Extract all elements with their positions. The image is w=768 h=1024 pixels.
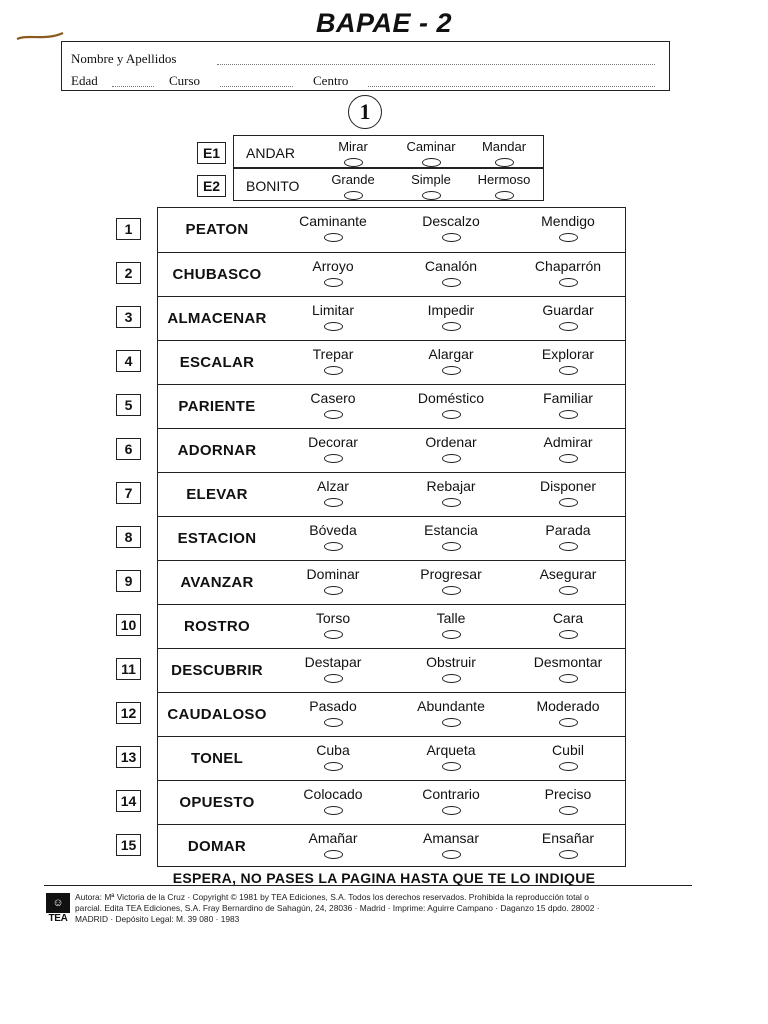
answer-oval[interactable] [324, 762, 343, 771]
pen-mark [15, 31, 65, 43]
item-number: 12 [116, 702, 141, 724]
answer-oval[interactable] [442, 498, 461, 507]
answer-oval[interactable] [442, 454, 461, 463]
item-word: CAUDALOSO [167, 706, 267, 723]
student-info-box [61, 41, 670, 91]
answer-option[interactable] [396, 258, 506, 287]
answer-oval[interactable] [559, 366, 578, 375]
table-row [158, 824, 625, 869]
answer-option[interactable] [513, 346, 623, 375]
answer-oval[interactable] [324, 586, 343, 595]
answer-oval[interactable] [442, 674, 461, 683]
answer-option-label: Moderado [536, 698, 600, 714]
answer-option[interactable] [396, 698, 506, 727]
answer-oval[interactable] [559, 630, 578, 639]
table-row [158, 252, 625, 297]
item-word: AVANZAR [180, 574, 254, 591]
answer-oval[interactable] [344, 191, 363, 200]
answer-oval[interactable] [442, 806, 461, 815]
answer-oval[interactable] [442, 233, 461, 242]
answer-option[interactable] [278, 830, 388, 859]
answer-option[interactable] [278, 434, 388, 463]
answer-option-label: Preciso [544, 786, 592, 802]
page-number: 1 [348, 95, 382, 129]
table-row [158, 472, 625, 517]
answer-oval[interactable] [422, 158, 441, 167]
answer-option-label: Bóveda [309, 522, 357, 538]
answer-oval[interactable] [324, 322, 343, 331]
answer-option[interactable] [278, 610, 388, 639]
answer-option[interactable] [396, 830, 506, 859]
answer-option[interactable] [513, 390, 623, 419]
items-table [157, 207, 626, 867]
answer-oval[interactable] [442, 630, 461, 639]
answer-oval[interactable] [442, 718, 461, 727]
table-row [158, 780, 625, 825]
item-word: ROSTRO [184, 618, 250, 635]
name-label: Nombre y Apellidos [71, 51, 177, 66]
answer-oval[interactable] [559, 806, 578, 815]
answer-oval[interactable] [559, 233, 578, 242]
item-word: ESCALAR [179, 354, 255, 371]
example-option[interactable]: Mandar [459, 139, 549, 167]
example-word: BONITO [246, 178, 300, 194]
answer-oval[interactable] [559, 498, 578, 507]
answer-oval[interactable] [324, 454, 343, 463]
answer-oval[interactable] [324, 630, 343, 639]
answer-option[interactable] [396, 434, 506, 463]
answer-option[interactable] [396, 742, 506, 771]
answer-oval[interactable] [324, 233, 343, 242]
answer-option[interactable] [513, 302, 623, 331]
answer-option[interactable] [513, 830, 623, 859]
warning-text: ESPERA, NO PASES LA PAGINA HASTA QUE TE LO INDIQUE [172, 870, 596, 886]
item-word: ESTACION [177, 530, 257, 547]
answer-option[interactable] [513, 434, 623, 463]
item-number: 5 [116, 394, 141, 416]
answer-option-label: Arroyo [312, 258, 354, 274]
item-word: OPUESTO [179, 794, 255, 811]
item-word: CHUBASCO [172, 266, 262, 283]
table-row [158, 560, 625, 605]
answer-option-label: Alzar [317, 478, 349, 494]
answer-option[interactable] [278, 742, 388, 771]
answer-option[interactable] [396, 302, 506, 331]
name-field[interactable] [217, 64, 655, 65]
answer-option-label: Amansar [422, 830, 480, 846]
answer-option-label: Abundante [417, 698, 485, 714]
table-row [158, 296, 625, 341]
answer-option[interactable] [513, 258, 623, 287]
answer-oval[interactable] [559, 278, 578, 287]
answer-option-label: Familiar [543, 390, 593, 406]
table-row [158, 208, 625, 252]
answer-option[interactable] [513, 522, 623, 551]
answer-oval[interactable] [559, 454, 578, 463]
example-option[interactable]: Mirar [308, 139, 398, 167]
answer-option[interactable] [278, 654, 388, 683]
answer-oval[interactable] [324, 498, 343, 507]
answer-option[interactable] [278, 786, 388, 815]
tea-logo-icon: ☺ [46, 893, 70, 913]
answer-option[interactable] [513, 742, 623, 771]
example-option[interactable]: Caminar [386, 139, 476, 167]
answer-oval[interactable] [442, 322, 461, 331]
answer-oval[interactable] [442, 410, 461, 419]
answer-oval[interactable] [324, 674, 343, 683]
example-option[interactable]: Grande [308, 172, 398, 200]
answer-oval[interactable] [559, 542, 578, 551]
copyright-credits: Autora: Mª Victoria de la Cruz · Copyright © 1981 by TEA Ediciones, S.A. Todos los derechos reservados. Prohibida la reproducción total o parcial. Edita TEA Ediciones, S.A. Fray Bernardino de Sahagún, 24, 28036 · Madrid · Imprime: Aguirre Campano · Daganzo 15 dpdo. 28002 · MADRID · Depósito Legal: M. 39 080 · 1983 [75, 892, 600, 924]
answer-option-label: Rebajar [426, 478, 476, 494]
answer-option-label: Doméstico [417, 390, 485, 406]
answer-option-label: Dominar [306, 566, 360, 582]
answer-option-label: Progresar [420, 566, 482, 582]
answer-option-label: Descalzo [422, 213, 480, 229]
item-word: PEATON [185, 221, 249, 238]
table-row [158, 340, 625, 385]
answer-oval[interactable] [559, 322, 578, 331]
answer-oval[interactable] [324, 850, 343, 859]
answer-option[interactable] [396, 654, 506, 683]
answer-oval[interactable] [442, 850, 461, 859]
answer-oval[interactable] [559, 410, 578, 419]
item-number: 6 [116, 438, 141, 460]
item-number: 1 [116, 218, 141, 240]
age-field[interactable] [112, 86, 154, 87]
answer-option-label: Asegurar [539, 566, 597, 582]
answer-oval[interactable] [324, 718, 343, 727]
answer-option[interactable] [396, 346, 506, 375]
answer-oval[interactable] [344, 158, 363, 167]
example-row [233, 135, 544, 168]
answer-option[interactable] [513, 478, 623, 507]
item-word: ALMACENAR [167, 310, 267, 327]
answer-option[interactable] [513, 786, 623, 815]
answer-option-label: Destapar [304, 654, 362, 670]
item-word: TONEL [190, 750, 244, 767]
example-tag: E2 [197, 175, 226, 197]
answer-option[interactable] [396, 478, 506, 507]
course-field[interactable] [220, 86, 293, 87]
answer-option[interactable] [278, 346, 388, 375]
item-number: 10 [116, 614, 141, 636]
answer-option[interactable] [513, 566, 623, 595]
answer-option-label: Contrario [422, 786, 480, 802]
answer-option-label: Canalón [424, 258, 478, 274]
item-word: PARIENTE [178, 398, 256, 415]
center-label: Centro [313, 73, 349, 88]
answer-option-label: Cara [552, 610, 584, 626]
item-number: 7 [116, 482, 141, 504]
answer-oval[interactable] [559, 850, 578, 859]
answer-oval[interactable] [324, 278, 343, 287]
answer-option-label: Alargar [428, 346, 474, 362]
answer-option[interactable] [278, 213, 388, 242]
item-number: 3 [116, 306, 141, 328]
item-number: 13 [116, 746, 141, 768]
answer-option[interactable] [396, 522, 506, 551]
item-number: 4 [116, 350, 141, 372]
item-word: DOMAR [187, 838, 247, 855]
answer-oval[interactable] [559, 586, 578, 595]
answer-option[interactable] [513, 213, 623, 242]
page-title: BAPAE - 2 [315, 8, 453, 38]
example-option[interactable]: Hermoso [459, 172, 549, 200]
answer-option-label: Chaparrón [534, 258, 602, 274]
item-number: 2 [116, 262, 141, 284]
answer-option[interactable] [278, 302, 388, 331]
answer-option-label: Arqueta [426, 742, 476, 758]
answer-oval[interactable] [495, 191, 514, 200]
answer-option-label: Ordenar [425, 434, 477, 450]
example-option[interactable]: Simple [386, 172, 476, 200]
table-row [158, 428, 625, 473]
answer-option-label: Pasado [309, 698, 357, 714]
answer-option[interactable] [396, 566, 506, 595]
answer-option-label: Trepar [312, 346, 354, 362]
answer-option[interactable] [278, 566, 388, 595]
answer-option-label: Caminante [299, 213, 367, 229]
answer-option[interactable] [513, 610, 623, 639]
answer-oval[interactable] [559, 718, 578, 727]
answer-option[interactable] [278, 522, 388, 551]
item-word: ELEVAR [186, 486, 248, 503]
answer-oval[interactable] [324, 806, 343, 815]
course-label: Curso [169, 73, 201, 88]
item-number: 11 [116, 658, 141, 680]
answer-option[interactable] [396, 786, 506, 815]
example-tag: E1 [197, 142, 226, 164]
answer-option[interactable] [278, 698, 388, 727]
answer-option-label: Cubil [552, 742, 584, 758]
answer-option-label: Admirar [543, 434, 593, 450]
example-row [233, 168, 544, 201]
answer-option-label: Parada [545, 522, 591, 538]
item-number: 15 [116, 834, 141, 856]
tea-logo [46, 893, 70, 926]
answer-option-label: Disponer [539, 478, 597, 494]
item-number: 9 [116, 570, 141, 592]
answer-option[interactable] [396, 610, 506, 639]
item-word: DESCUBRIR [171, 662, 263, 679]
table-row [158, 604, 625, 649]
answer-option-label: Mendigo [541, 213, 595, 229]
answer-oval[interactable] [422, 191, 441, 200]
item-number: 14 [116, 790, 141, 812]
table-row [158, 692, 625, 737]
center-field[interactable] [368, 86, 655, 87]
answer-option[interactable] [278, 478, 388, 507]
item-number: 8 [116, 526, 141, 548]
answer-oval[interactable] [442, 762, 461, 771]
answer-option-label: Colocado [303, 786, 363, 802]
table-row [158, 736, 625, 781]
answer-option[interactable] [278, 390, 388, 419]
answer-option[interactable] [396, 213, 506, 242]
answer-option-label: Limitar [311, 302, 354, 318]
answer-oval[interactable] [442, 278, 461, 287]
item-word: ADORNAR [177, 442, 257, 459]
answer-oval[interactable] [324, 366, 343, 375]
age-label: Edad [71, 73, 98, 88]
answer-oval[interactable] [559, 762, 578, 771]
answer-option-label: Casero [310, 390, 356, 406]
answer-option[interactable] [396, 390, 506, 419]
answer-oval[interactable] [442, 366, 461, 375]
answer-option-label: Obstruir [426, 654, 476, 670]
answer-option-label: Guardar [542, 302, 594, 318]
answer-option-label: Torso [315, 610, 351, 626]
answer-oval[interactable] [442, 586, 461, 595]
table-row [158, 516, 625, 561]
answer-option[interactable] [513, 698, 623, 727]
answer-option-label: Amañar [308, 830, 358, 846]
answer-option-label: Talle [436, 610, 466, 626]
answer-option[interactable] [513, 654, 623, 683]
answer-option-label: Decorar [308, 434, 358, 450]
answer-option-label: Impedir [427, 302, 475, 318]
table-row [158, 648, 625, 693]
example-word: ANDAR [246, 145, 296, 161]
answer-oval[interactable] [559, 674, 578, 683]
answer-option-label: Cuba [316, 742, 350, 758]
answer-oval[interactable] [495, 158, 514, 167]
answer-option-label: Estancia [424, 522, 478, 538]
answer-oval[interactable] [324, 542, 343, 551]
footer-divider [44, 885, 692, 886]
answer-option-label: Ensañar [541, 830, 595, 846]
answer-option-label: Desmontar [533, 654, 603, 670]
table-row [158, 384, 625, 429]
answer-oval[interactable] [324, 410, 343, 419]
tea-logo-text: TEA [48, 913, 68, 924]
answer-option-label: Explorar [541, 346, 595, 362]
answer-oval[interactable] [442, 542, 461, 551]
answer-option[interactable] [278, 258, 388, 287]
